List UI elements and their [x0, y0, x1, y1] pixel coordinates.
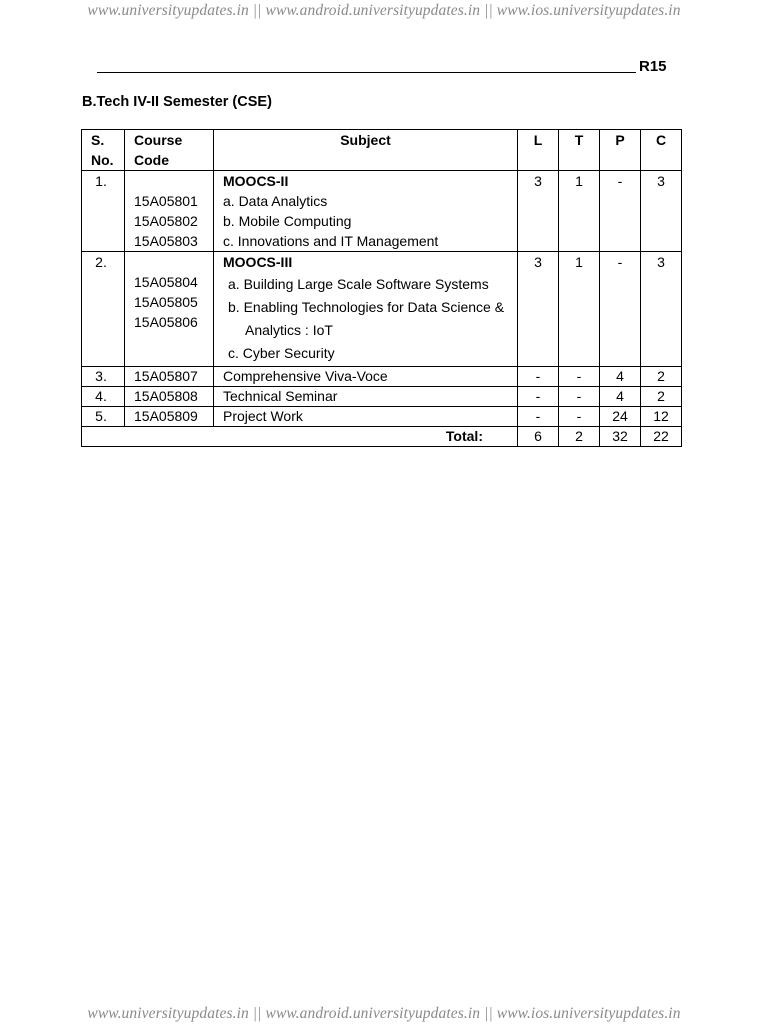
subject-option: a. Data Analytics — [223, 193, 328, 209]
course-code: 15A05802 — [134, 213, 198, 229]
total-row — [82, 427, 682, 447]
row-subject — [214, 171, 518, 252]
header-l: L — [518, 130, 559, 171]
course-code: 15A05803 — [134, 233, 198, 249]
subject-option-continued: Analytics : IoT — [245, 322, 333, 338]
regulation-rule — [97, 58, 636, 73]
subject-option: c. Innovations and IT Management — [223, 233, 439, 249]
table-row — [82, 367, 682, 387]
total-c: 22 — [641, 427, 682, 447]
header-subject: Subject — [214, 130, 518, 171]
header-t: T — [559, 130, 600, 171]
watermark-bottom: www.universityupdates.in || www.android.universityupdates.in || www.ios.universityupdates.in — [87, 1005, 681, 1022]
subject-option: c. Cyber Security — [228, 345, 335, 361]
table-header-row — [82, 130, 682, 171]
row-p: 4 — [600, 387, 641, 407]
row-subject: Technical Seminar — [214, 387, 518, 407]
total-t: 2 — [559, 427, 600, 447]
row-subject: Project Work — [214, 407, 518, 427]
row-sno: 5. — [82, 407, 125, 427]
watermark-top: www.universityupdates.in || www.android.universityupdates.in || www.ios.universityupdates.in — [87, 2, 681, 19]
row-c: 2 — [641, 367, 682, 387]
row-p: 24 — [600, 407, 641, 427]
row-t: 1 — [559, 171, 600, 252]
row-t: - — [559, 387, 600, 407]
row-sno: 2. — [82, 252, 125, 367]
header-sno-line1: S. — [91, 132, 105, 148]
header-code-line1: Course — [134, 132, 183, 148]
row-p: 4 — [600, 367, 641, 387]
subject-group-title: MOOCS-II — [223, 173, 289, 189]
row-c: 3 — [641, 171, 682, 252]
row-c: 3 — [641, 252, 682, 367]
header-p: P — [600, 130, 641, 171]
row-t: - — [559, 367, 600, 387]
row-p: - — [600, 171, 641, 252]
table-row — [82, 252, 682, 367]
header-course-code — [125, 130, 214, 171]
row-sno: 4. — [82, 387, 125, 407]
subject-group-title: MOOCS-III — [223, 254, 293, 270]
header-c: C — [641, 130, 682, 171]
row-sno: 3. — [82, 367, 125, 387]
table-row — [82, 171, 682, 252]
table-row — [82, 387, 682, 407]
header-sno — [82, 130, 125, 171]
semester-heading: B.Tech IV-II Semester (CSE) — [82, 94, 272, 110]
row-t: - — [559, 407, 600, 427]
course-code: 15A05801 — [134, 193, 198, 209]
row-subject: Comprehensive Viva-Voce — [214, 367, 518, 387]
row-l: - — [518, 387, 559, 407]
row-course-codes — [125, 171, 214, 252]
row-subject — [214, 252, 518, 367]
row-l: - — [518, 407, 559, 427]
row-t: 1 — [559, 252, 600, 367]
course-code: 15A05805 — [134, 294, 198, 310]
row-course-code: 15A05809 — [125, 407, 214, 427]
header-sno-line2: No. — [91, 152, 114, 168]
row-l: 3 — [518, 171, 559, 252]
course-code: 15A05806 — [134, 314, 198, 330]
course-table — [81, 129, 682, 447]
total-l: 6 — [518, 427, 559, 447]
row-p: - — [600, 252, 641, 367]
subject-option: a. Building Large Scale Software Systems — [228, 276, 489, 292]
subject-option: b. Enabling Technologies for Data Science & — [228, 299, 505, 315]
subject-option: b. Mobile Computing — [223, 213, 352, 229]
course-code: 15A05804 — [134, 274, 198, 290]
row-l: 3 — [518, 252, 559, 367]
regulation-code: R15 — [639, 58, 667, 75]
total-p: 32 — [600, 427, 641, 447]
row-l: - — [518, 367, 559, 387]
row-course-code: 15A05808 — [125, 387, 214, 407]
row-course-codes — [125, 252, 214, 367]
header-code-line2: Code — [134, 152, 169, 168]
total-label: Total: — [82, 427, 518, 447]
row-c: 12 — [641, 407, 682, 427]
row-sno: 1. — [82, 171, 125, 252]
table-row — [82, 407, 682, 427]
row-course-code: 15A05807 — [125, 367, 214, 387]
row-c: 2 — [641, 387, 682, 407]
